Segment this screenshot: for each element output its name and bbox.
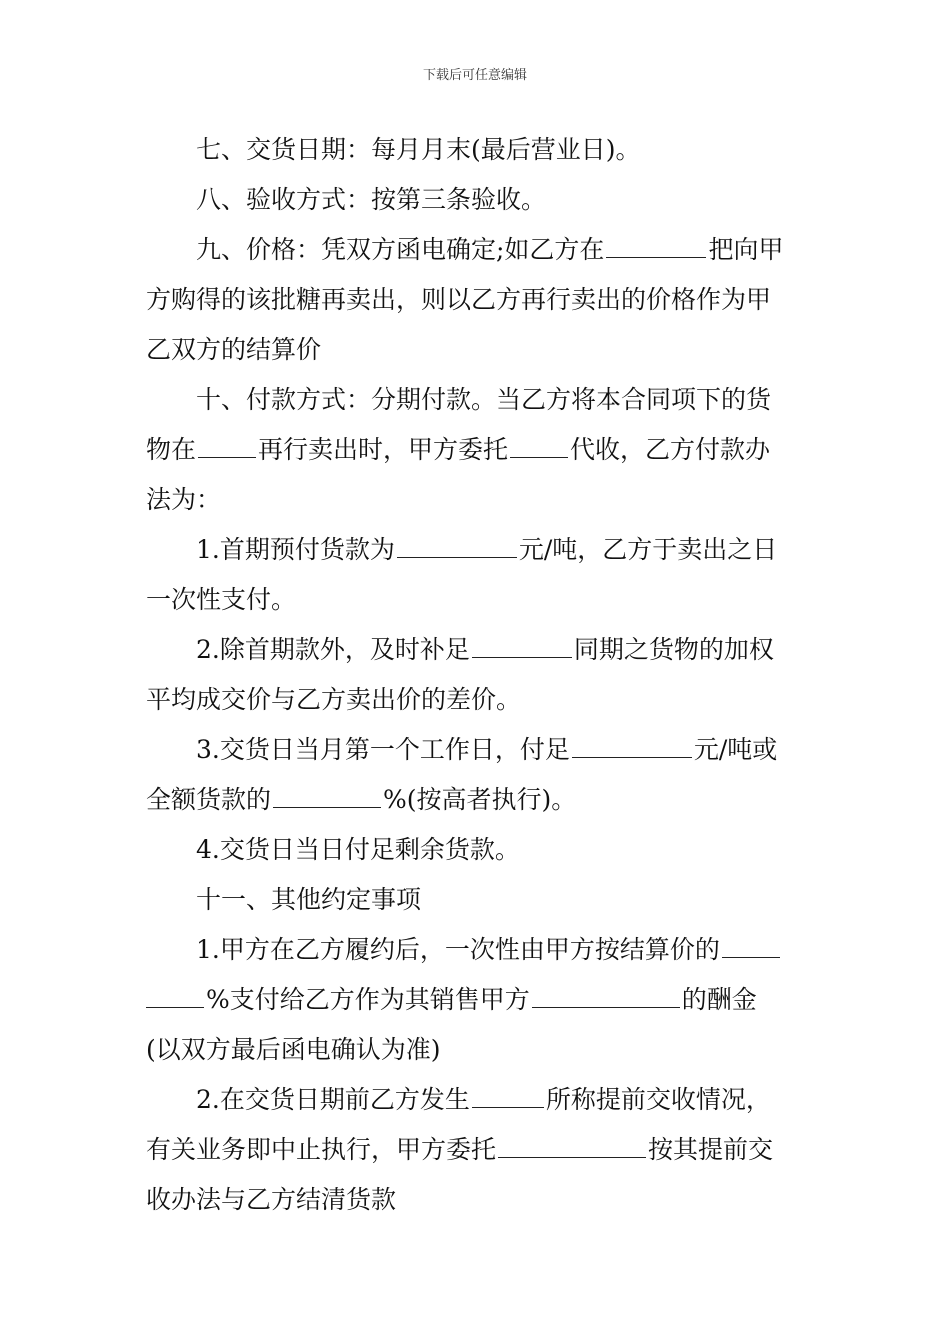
text-segment: 1.甲方在乙方履约后，一次性由甲方按结算价的 [196,935,720,964]
text-segment: 十、付款方式：分期付款。当乙方将本合同项下的货 [196,385,772,414]
clause-9-line-1 [146,225,808,275]
text-segment: 方购得的该批糖再卖出，则以乙方再行卖出的价格作为甲 [146,285,772,314]
text-segment: 全额货款的 [146,785,272,814]
clause-9-line-3 [146,325,808,375]
text-segment: 平均成交价与乙方卖出价的差价。 [146,685,522,714]
clause-10-line-2 [146,425,808,475]
fill-in-blank[interactable] [532,1006,680,1008]
item-11-2-line-2 [146,1125,808,1175]
item-10-3-line-2 [146,775,808,825]
fill-in-blank[interactable] [606,256,706,258]
text-segment: %(按高者执行)。 [383,785,577,814]
text-segment: (以双方最后函电确认为准) [146,1035,441,1064]
item-10-1-line-2 [146,575,808,625]
fill-in-blank[interactable] [472,1106,544,1108]
text-segment: 再行卖出时，甲方委托 [258,435,509,464]
text-segment: 2.除首期款外，及时补足 [196,635,470,664]
text-segment: 按其提前交 [648,1135,774,1164]
fill-in-blank[interactable] [498,1156,646,1158]
text-segment: %支付给乙方作为其销售甲方 [206,985,530,1014]
text-segment: 有关业务即中止执行，甲方委托 [146,1135,497,1164]
text-segment: 1.首期预付货款为 [196,535,395,564]
text-segment: 一次性支付。 [146,585,297,614]
item-10-4 [146,825,808,875]
clause-7-text: 七、交货日期：每月月末(最后营业日)。 [196,135,641,164]
item-10-2-line-2 [146,675,808,725]
text-segment: 收办法与乙方结清货款 [146,1185,397,1214]
text-segment: 乙双方的结算价 [146,335,322,364]
clause-8-text: 八、验收方式：按第三条验收。 [196,185,547,214]
clause-9-line-2 [146,275,808,325]
page-header: 下载后可任意编辑 [422,68,527,83]
text-segment: 代收，乙方付款办 [570,435,771,464]
fill-in-blank[interactable] [273,806,381,808]
clause-10-line-1 [146,375,808,425]
clause-7 [146,125,808,175]
item-10-3-line-1 [146,725,808,775]
text-segment: 九、价格：凭双方函电确定;如乙方在 [196,235,605,264]
item-11-2-line-1 [146,1075,808,1125]
text-segment: 4.交货日当日付足剩余货款。 [196,835,520,864]
fill-in-blank[interactable] [397,556,517,558]
clause-10-line-3 [146,475,808,525]
fill-in-blank[interactable] [510,456,568,458]
clause-11-heading [146,875,808,925]
text-segment: 同期之货物的加权 [573,635,774,664]
text-segment: 的酬金 [681,985,757,1014]
text-segment: 十一、其他约定事项 [196,885,422,914]
item-11-1-line-2 [146,975,808,1025]
document-body [146,125,808,1225]
item-11-2-line-3 [146,1175,808,1225]
item-10-2-line-1 [146,625,808,675]
text-segment: 3.交货日当月第一个工作日，付足 [196,735,570,764]
text-segment: 元/吨或 [693,735,778,764]
fill-in-blank[interactable] [722,956,780,958]
item-10-1-line-1 [146,525,808,575]
item-11-1-line-1 [146,925,808,975]
item-11-1-line-3 [146,1025,808,1075]
fill-in-blank[interactable] [146,1006,204,1008]
text-segment: 元/吨，乙方于卖出之日 [518,535,778,564]
text-segment: 物在 [146,435,197,464]
fill-in-blank[interactable] [472,656,572,658]
fill-in-blank[interactable] [572,756,692,758]
text-segment: 法为： [146,485,222,514]
text-segment: 所称提前交收情况， [545,1085,771,1114]
fill-in-blank[interactable] [198,456,256,458]
clause-8 [146,175,808,225]
text-segment: 把向甲 [708,235,784,264]
text-segment: 2.在交货日期前乙方发生 [196,1085,470,1114]
